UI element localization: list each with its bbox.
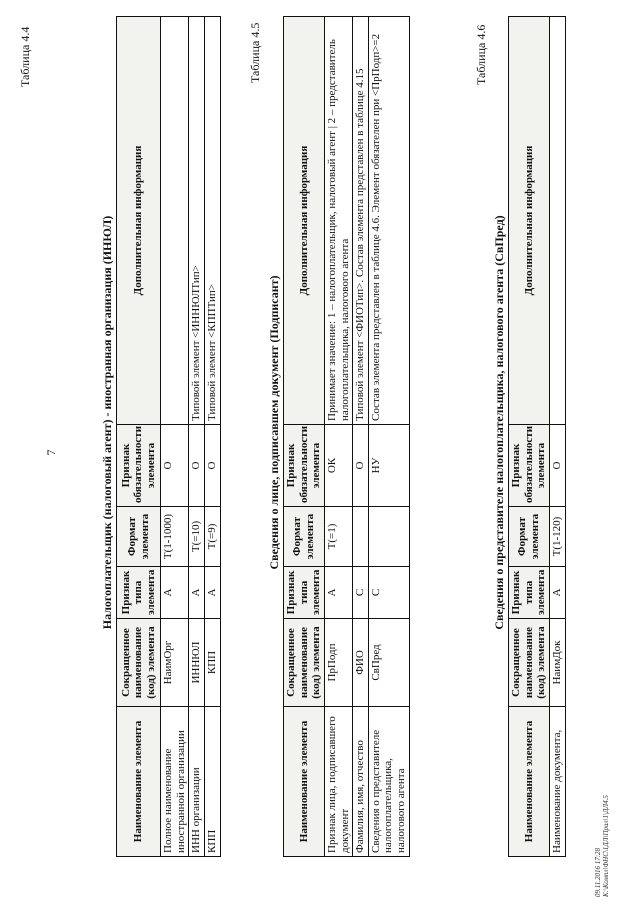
- cell-type: А: [161, 567, 189, 619]
- cell-code: НаимОрг: [161, 619, 189, 707]
- table-4-5-caption: Сведения о лице, подписавшем документ (Подписант): [267, 275, 281, 570]
- header-format: Формат элемента: [284, 507, 325, 567]
- cell-mandatory: НУ: [368, 425, 409, 507]
- cell-info: Типовой элемент <ИННЮЛТип>: [189, 17, 205, 425]
- header-info: Дополнительная информация: [509, 17, 550, 425]
- table-4-4: [116, 16, 221, 857]
- cell-name: Наименование документа,: [549, 707, 565, 857]
- cell-format: T(1-120): [549, 507, 565, 567]
- page-number: 7: [44, 449, 58, 456]
- cell-info: Состав элемента представлен в таблице 4.6. Элемент обязателен при <ПрПодп>=2: [368, 17, 409, 425]
- cell-name: Полное наименование иностранной организации: [161, 707, 189, 857]
- cell-code: НаимДок: [549, 619, 565, 707]
- header-name: Наименование элемента: [117, 707, 161, 857]
- stamp-path: К:\Компл\ФНС\1ДЛ\Прил\1\ДЛ4.5: [602, 795, 611, 897]
- cell-info: [161, 17, 189, 425]
- header-name: Наименование элемента: [509, 707, 550, 857]
- cell-mandatory: ОК: [324, 425, 352, 507]
- cell-name: КПП: [204, 707, 220, 857]
- header-format: Формат элемента: [509, 507, 550, 567]
- cell-name: ИНН организации: [189, 707, 205, 857]
- cell-mandatory: О: [549, 425, 565, 507]
- table-4-6-caption: Сведения о представителе налогоплательщика, налогового агента (СвПред): [492, 215, 506, 630]
- cell-type: С: [353, 567, 369, 619]
- header-name: Наименование элемента: [284, 707, 325, 857]
- cell-info: Типовой элемент <КППТип>: [204, 17, 220, 425]
- cell-format: T(=9): [204, 507, 220, 567]
- cell-format: [353, 507, 369, 567]
- cell-type: С: [368, 567, 409, 619]
- cell-code: ФИО: [353, 619, 369, 707]
- cell-mandatory: О: [189, 425, 205, 507]
- header-info: Дополнительная информация: [284, 17, 325, 425]
- table-row: [368, 17, 409, 857]
- table-4-5-label: Таблица 4.5: [248, 22, 262, 83]
- header-format: Формат элемента: [117, 507, 161, 567]
- cell-code: ПрПодп: [324, 619, 352, 707]
- cell-type: А: [324, 567, 352, 619]
- header-mandatory: Признак обязательности элемента: [509, 425, 550, 507]
- header-code: Сокращенное наименование (код) элемента: [117, 619, 161, 707]
- cell-mandatory: О: [204, 425, 220, 507]
- table-row: [324, 17, 352, 857]
- table-4-5: [283, 16, 410, 857]
- table-4-4-label: Таблица 4.4: [18, 26, 32, 87]
- cell-info: Типовой элемент <ФИОТип>. Состав элемента представлен в таблице 4.15: [353, 17, 369, 425]
- header-info: Дополнительная информация: [117, 17, 161, 425]
- header-type: Признак типа элемента: [509, 567, 550, 619]
- cell-name: Признак лица, подписавшего документ: [324, 707, 352, 857]
- table-4-4-caption: Налогоплательщик (налоговый агент) - иностранная организация (ИНЮЛ): [100, 215, 114, 630]
- cell-format: T(=1): [324, 507, 352, 567]
- cell-type: А: [189, 567, 205, 619]
- header-mandatory: Признак обязательности элемента: [284, 425, 325, 507]
- cell-type: А: [204, 567, 220, 619]
- cell-code: ИННЮЛ: [189, 619, 205, 707]
- cell-format: T(1-1000): [161, 507, 189, 567]
- cell-format: T(=10): [189, 507, 205, 567]
- cell-name: Фамилия, имя, отчество: [353, 707, 369, 857]
- cell-info: [549, 17, 565, 425]
- stamp-date: 09.11.2016 17:28: [594, 847, 602, 897]
- cell-format: [368, 507, 409, 567]
- header-mandatory: Признак обязательности элемента: [117, 425, 161, 507]
- table-row: [353, 17, 369, 857]
- cell-type: А: [549, 567, 565, 619]
- table-row: [549, 17, 565, 857]
- cell-code: СвПред: [368, 619, 409, 707]
- file-stamp: [594, 795, 611, 897]
- header-code: Сокращенное наименование (код) элемента: [509, 619, 550, 707]
- table-4-6: [508, 16, 566, 857]
- cell-mandatory: О: [353, 425, 369, 507]
- table-4-6-label: Таблица 4.6: [474, 24, 488, 85]
- cell-name: Сведения о представителе налогоплательщика, налогового агента: [368, 707, 409, 857]
- table-row: [204, 17, 220, 857]
- header-type: Признак типа элемента: [117, 567, 161, 619]
- table-row: [161, 17, 189, 857]
- table-row: [189, 17, 205, 857]
- cell-code: КПП: [204, 619, 220, 707]
- cell-info: Принимает значение: 1 – налогоплательщик, налоговый агент | 2 – представитель налогоплательщика, налогового агента: [324, 17, 352, 425]
- cell-mandatory: О: [161, 425, 189, 507]
- header-code: Сокращенное наименование (код) элемента: [284, 619, 325, 707]
- header-type: Признак типа элемента: [284, 567, 325, 619]
